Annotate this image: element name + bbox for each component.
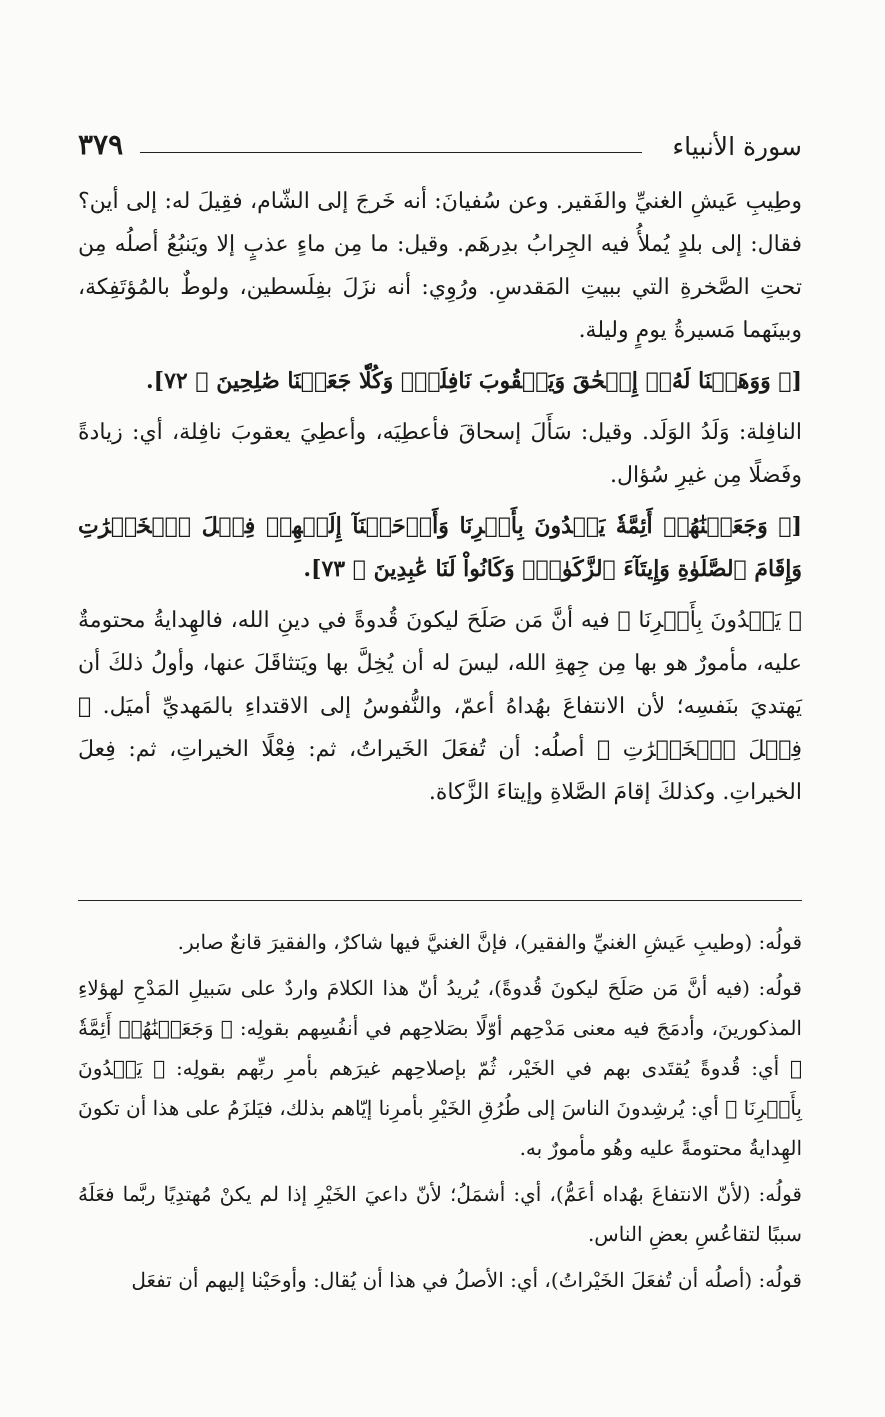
footnote-2: قولُه: (فيه أنَّ مَن صَلَحَ ليكونَ قُدوةً)، يُريدُ أنّ هذا الكلامَ واردٌ على سَبيلِ المَدْحِ لهؤلاءِ المذكورينَ، وأدمَجَ فيه معنى مَدْحِهم أوّلًا بصَلاحِهم في أنفُسِهم بقولِه: ﴿ وَجَعَلۡنَٰهُمۡ أَئِمَّةٗ ﴾ أي: قُدوةً يُقتَدى بهم في الخَيْر، ثُمّ بإصلاحِهم غيرَهم بأمرِ ربِّهم بقولِه: ﴿ يَهۡدُونَ بِأَمۡرِنَا ﴾ أي: يُرشِدونَ الناسَ إلى طُرُقِ الخَيْرِ بأمرِنا إيّاهم بذلك، فيَلزَمُ على هذا أن تكونَ الهِدايةُ محتومةً عليه وهُو مأمورٌ به. xyxy=(78,976,802,1160)
verse-73: [﴿ وَجَعَلۡنَٰهُمۡ أَئِمَّةٗ يَهۡدُونَ بِأَمۡرِنَا وَأَوۡحَيۡنَآ إِلَيۡهِمۡ فِعۡلَ ٱلۡخَيۡرَٰتِ وَإِقَامَ ٱلصَّلَوٰةِ وَإِيتَآءَ ٱلزَّكَوٰةِۖ وَكَانُواْ لَنَا عَٰبِدِينَ ﴾ ٧٣]. xyxy=(78,513,802,582)
header-rule xyxy=(140,152,642,153)
footnote-3: قولُه: (لأنّ الانتفاعَ بهُداه أعَمُّ)، أي: أشمَلُ؛ لأنّ داعيَ الخَيْرِ إذا لم يكنْ مُهتدِيًا ربَّما فعَلَهُ سببًا لتقاعُسِ بعضِ الناس. xyxy=(78,1182,802,1246)
page-header xyxy=(78,128,802,168)
footnote-divider xyxy=(78,900,802,901)
footnote-1: قولُه: (وطيبِ عَيشِ الغنيِّ والفقير)، فإنَّ الغنيَّ فيها شاكرٌ، والفقيرَ قانعٌ صابر. xyxy=(177,930,802,954)
commentary-paragraph-2: النافِلة: وَلَدُ الوَلَد. وقيل: سَأَلَ إسحاقَ فأعطِيَه، وأعطِيَ يعقوبَ نافِلة، أي: زيادةً وفَضلًا مِن غيرِ سُؤال. xyxy=(78,420,802,488)
page-number: ٣٧٩ xyxy=(78,128,124,161)
commentary-paragraph-1: وطِيبِ عَيشِ الغنيِّ والفَقير. وعن سُفيانَ: أنه خَرجَ إلى الشّام، فقِيلَ له: إلى أين؟ فقال: إلى بلدٍ يُملأُ فيه الجِرابُ بدِرهَم. وقيل: ما مِن ماءٍ عذبٍ إلا ويَنبُعُ أصلُه مِن تحتِ الصَّخرةِ التي ببيتِ المَقدسِ. ورُوِي: أنه نزَلَ بفِلَسطين، ولوطٌ بالمُؤتَفِكة، وبينَهما مَسيرةُ يومٍ وليلة. xyxy=(78,189,802,343)
footnote-4: قولُه: (أصلُه أن تُفعَلَ الخَيْراتُ)، أي: الأصلُ في هذا أن يُقال: وأوحَيْنا إليهم أن تفعَل xyxy=(131,1268,802,1292)
commentary-paragraph-3: ﴿ يَهۡدُونَ بِأَمۡرِنَا ﴾ فيه أنَّ مَن صَلَحَ ليكونَ قُدوةً في دينِ الله، فالهِدايةُ محتومةٌ عليه، مأمورٌ هو بها مِن جِهةِ الله، ليسَ له أن يُخِلَّ بها ويَتثاقَلَ عنها، وأولُ ذلكَ أن يَهتديَ بنَفسِه؛ لأن الانتفاعَ بهُداهُ أعمّ، والنُّفوسُ إلى الاقتداءِ بالمَهديِّ أميَل. ﴿ فِعۡلَ ٱلۡخَيۡرَٰتِ ﴾ أصلُه: أن تُفعَلَ الخَيراتُ، ثم: فِعْلًا الخيراتِ، ثم: فِعلَ الخيراتِ. وكذلكَ إقامَ الصَّلاةِ وإيتاءَ الزَّكاة. xyxy=(78,608,802,805)
surah-title: سورة الأنبياء xyxy=(672,132,802,161)
verse-72: [﴿ وَوَهَبۡنَا لَهُۥٓ إِسۡحَٰقَ وَيَعۡقُوبَ نَافِلَةٗۖ وَكُلّٗا جَعَلۡنَا صَٰلِحِينَ ﴾ ٧٢]. xyxy=(145,368,802,394)
main-text xyxy=(78,180,802,814)
footnotes xyxy=(78,922,802,1306)
